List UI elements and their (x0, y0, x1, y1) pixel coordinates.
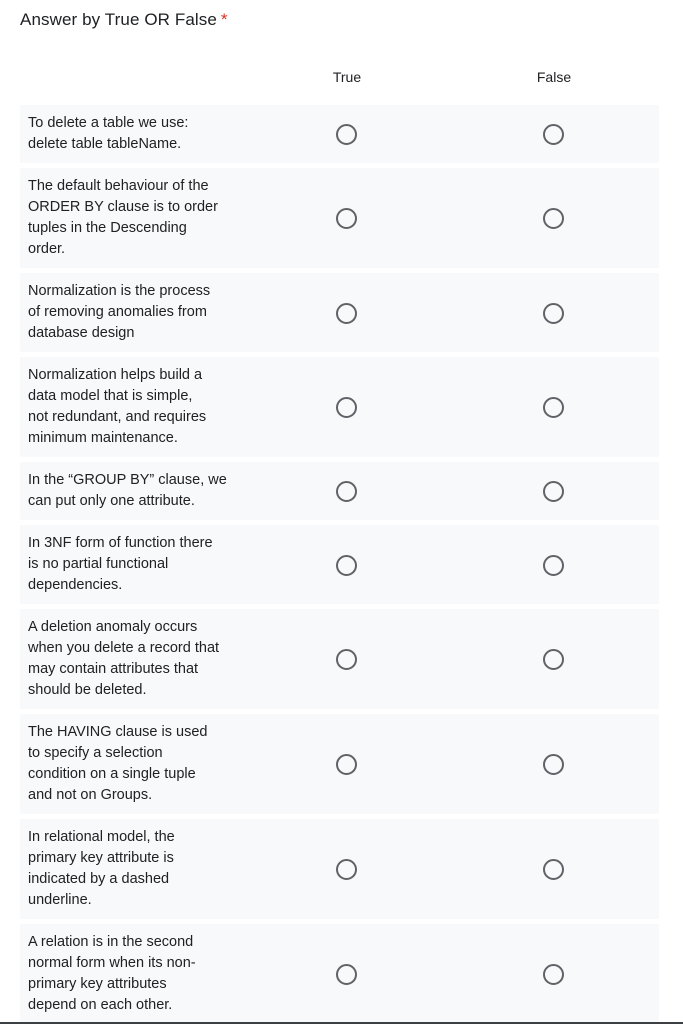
grid-row (20, 462, 659, 520)
grid-row (20, 357, 659, 457)
grid-row (20, 819, 659, 919)
radio-true[interactable] (336, 964, 357, 985)
grid-row-label: In the “GROUP BY” clause, we can put only one attribute. (28, 472, 227, 509)
grid-row-label: To delete a table we use: delete table tableName. (28, 115, 189, 152)
grid-row (20, 105, 659, 163)
radio-false[interactable] (543, 208, 564, 229)
radio-true[interactable] (336, 555, 357, 576)
radio-false[interactable] (543, 124, 564, 145)
grid-row-label: The default behaviour of the ORDER BY clause is to order tuples in the Descending order. (28, 178, 218, 257)
grid-row-label: A deletion anomaly occurs when you delete a record that may contain attributes that should be deleted. (28, 619, 220, 698)
column-header-false: False (536, 69, 572, 85)
radio-false[interactable] (543, 754, 564, 775)
radio-true[interactable] (336, 481, 357, 502)
radio-true[interactable] (336, 303, 357, 324)
radio-true[interactable] (336, 859, 357, 880)
radio-false[interactable] (543, 964, 564, 985)
radio-false[interactable] (543, 303, 564, 324)
grid-row-label: In 3NF form of function there is no partial functional dependencies. (28, 535, 213, 593)
grid-row-label: Normalization is the process of removing anomalies from database design (28, 283, 211, 341)
radio-true[interactable] (336, 208, 357, 229)
radio-false[interactable] (543, 859, 564, 880)
radio-true[interactable] (336, 649, 357, 670)
question-title-text: Answer by True OR False (20, 10, 217, 29)
grid-row (20, 273, 659, 352)
radio-true[interactable] (336, 754, 357, 775)
radio-false[interactable] (543, 397, 564, 418)
radio-true[interactable] (336, 124, 357, 145)
grid-row-label: Normalization helps build a data model that is simple, not redundant, and requires minimum maintenance. (28, 367, 207, 446)
grid-row (20, 609, 659, 709)
grid-row-label: The HAVING clause is used to specify a selection condition on a single tuple and not on Groups. (28, 724, 208, 803)
column-header-true: True (332, 69, 362, 85)
required-asterisk: * (220, 10, 228, 29)
grid-row (20, 714, 659, 814)
grid-row (20, 924, 659, 1024)
radio-false[interactable] (543, 555, 564, 576)
question-title (20, 10, 228, 30)
radio-true[interactable] (336, 397, 357, 418)
grid-row-label: In relational model, the primary key attribute is indicated by a dashed underline. (28, 829, 175, 908)
grid-row (20, 525, 659, 604)
radio-false[interactable] (543, 481, 564, 502)
radio-false[interactable] (543, 649, 564, 670)
grid-row-label: A relation is in the second normal form when its non- primary key attributes depend on each other. (28, 934, 196, 1013)
grid-row (20, 168, 659, 268)
